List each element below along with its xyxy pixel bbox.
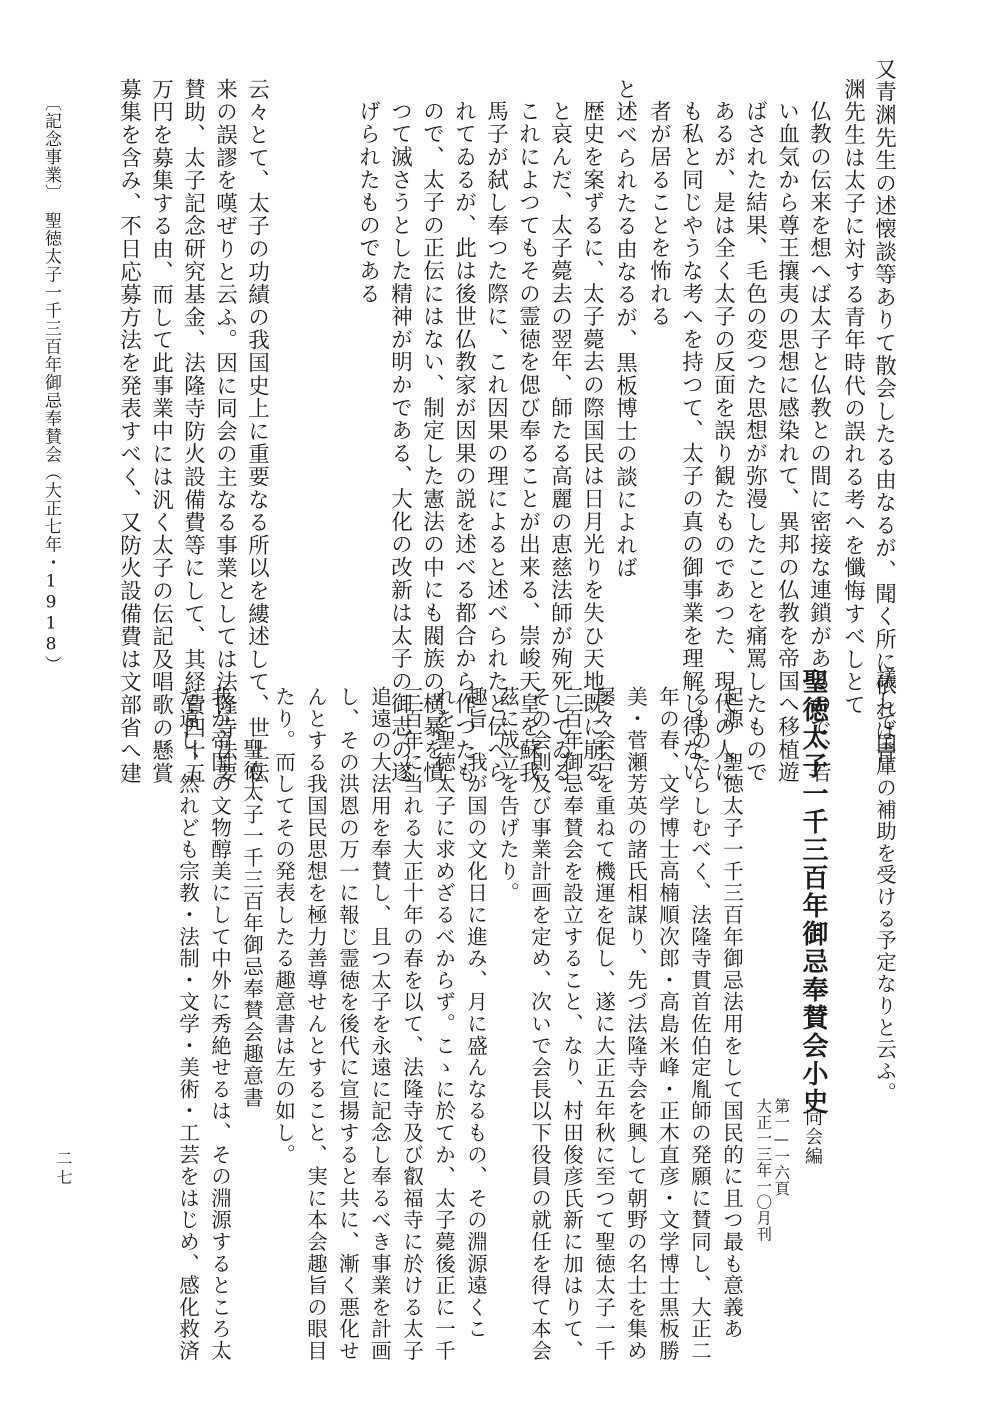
text-column: 我が帝国の文物醇美にして中外に秀絶せるは、その淵源するところ太 bbox=[207, 686, 232, 1362]
text-column: 云々とて、太子の功績の我国史上に重要なる所以を縷述して、世上伝 bbox=[244, 78, 270, 785]
text-column: 年の春、文学博士高楠順次郎・高島米峰・正木直彦・文学博士黒板勝 bbox=[655, 686, 680, 1362]
text-column: も私と同じやうな考へを持つて、太子の真の御事業を理解し得ない bbox=[678, 100, 704, 784]
text-column: あるが、是は全く太子の反面を誤り観たものであつた、現代の人に bbox=[710, 100, 736, 784]
text-column: れてゐるが、此は後世仏教家が因果の説を述べる都合から作つたも bbox=[451, 100, 477, 784]
text-column: 三百年に当れる大正十年の春を以て、法隆寺及び叡福寺に於ける太子 bbox=[399, 686, 424, 1362]
text-column: 又青渊先生の述懐談等ありて散会したる由なるが、聞く所に依れば青 bbox=[871, 58, 897, 765]
text-column: 三百年御忌奉賛会を設立すること、なり、村田俊彦氏新に加はりて、 bbox=[559, 686, 584, 1362]
text-column: し、その洪恩の万一に報じ霊徳を後代に宣揚すると共に、漸く悪化せ bbox=[335, 686, 360, 1362]
text-column: 来の誤謬を嘆ぜりと云ふ。因に同会の主なる事業としては法隆寺法要 bbox=[212, 78, 238, 785]
text-column: と哀んだ、太子薨去の翌年、師たる高麗の恵慈法師が殉死してゐる bbox=[547, 100, 573, 784]
text-column: い血気から尊王攘夷の思想に感染れて、異邦の仏教を帝国へ移植遊 bbox=[774, 100, 800, 784]
text-column: たり。而してその発表したる趣意書は左の如し。 bbox=[271, 686, 296, 1166]
text-column: 渊先生は太子に対する青年時代の誤れる考へを懺悔すべしとて bbox=[840, 78, 866, 717]
text-column: ので、太子の正伝にはない、制定した憲法の中にも閥族の横暴を憤 bbox=[419, 100, 445, 784]
running-head: 〔記念事業〕 聖徳太子一千三百年御忌奉賛会（大正七年・1918） bbox=[41, 94, 61, 674]
text-column: 趣旨 我が国の文化日に進み、月に盛んなるもの、その淵源遠くこ bbox=[463, 686, 488, 1340]
text-column: だ遠し、然れども宗教・法制・文学・美術・工芸をはじめ、感化救済 bbox=[175, 686, 200, 1362]
article-byline: 同会編 bbox=[802, 1108, 823, 1166]
page-number: 二七 bbox=[54, 1150, 73, 1188]
text-column: ばされた結果、毛色の変つた思想が弥漫したことを痛罵したもので bbox=[742, 100, 768, 784]
text-column: 屡々会合を重ねて機運を促し、遂に大正五年秋に至つて聖徳太子一千 bbox=[591, 686, 616, 1362]
publication-date: 大正一三年一〇月刊 bbox=[754, 1098, 773, 1242]
text-column: 茲に成立を告げたり。 bbox=[495, 686, 520, 904]
text-column: 賛助、太子記念研究基金、法隆寺防火設備費等にして、其経費四十五 bbox=[180, 78, 206, 785]
text-column: と述べられたる由なるが、黒板博士の談によれば bbox=[612, 78, 638, 580]
text-column: 美・菅瀬芳英の諸氏相謀り、先づ法隆寺会を興して朝野の名士を集め bbox=[623, 686, 648, 1362]
text-column: 万円を募集する由、而して此事業中には汎く太子の伝記及唱歌の懸賞 bbox=[148, 78, 174, 785]
text-column: 歴史を案ずるに、太子薨去の際国民は日月光りを失ひ天地既に崩る bbox=[579, 100, 605, 784]
continuation-line: 議して国庫の補助を受ける予定なりと云ふ。 bbox=[872, 668, 897, 1104]
text-column: るものたらしむべく、法隆寺貫首佐伯定胤師の発願に賛同し、大正二 bbox=[687, 686, 712, 1362]
text-column: その会則及び事業計画を定め、次いで会長以下役員の就任を得て本会 bbox=[527, 686, 552, 1362]
text-column: んとする我国民思想を極力善導せんとすること、実に本会趣旨の眼目 bbox=[303, 686, 328, 1362]
text-column: 馬子が弑し奉つた際に、これ因果の理によると述べられたと伝へら bbox=[483, 100, 509, 784]
text-column: げられたものである bbox=[355, 100, 381, 306]
text-column: これによつてもその霊徳を偲び奉ることが出来る、崇峻天皇を蘇我 bbox=[515, 100, 541, 784]
text-column: 追遠の大法用を奉賛し、且つ太子を永遠に記念し奉るべき事業を計画 bbox=[367, 686, 392, 1362]
prospectus-title: 聖徳太子一千三百年御忌奉賛会趣意書 bbox=[239, 738, 264, 1109]
text-column: つて滅さうとした精神が明かである、大化の改新は太子の御志の遂 bbox=[387, 100, 413, 784]
text-column: 起源 聖徳太子一千三百年御忌法用をして国民的に且つ最も意義あ bbox=[719, 686, 744, 1340]
publication-pages: 第一—一六頁 bbox=[772, 1098, 791, 1197]
text-column: 仏教の伝来を想へば太子と仏教との間に密接な連鎖があるので、若 bbox=[806, 100, 832, 784]
text-column: 募集を含み、不日応募方法を発表すべく、又防火設備費は文部省へ建 bbox=[116, 78, 142, 785]
article-title: 聖徳太子一千三百年御忌奉賛会小史 bbox=[798, 668, 828, 1116]
text-column: れを聖徳太子に求めざるべからず。こゝに於てか、太子薨後正に一千 bbox=[431, 686, 456, 1362]
text-column: 者が居ることを怖れる bbox=[646, 100, 672, 328]
